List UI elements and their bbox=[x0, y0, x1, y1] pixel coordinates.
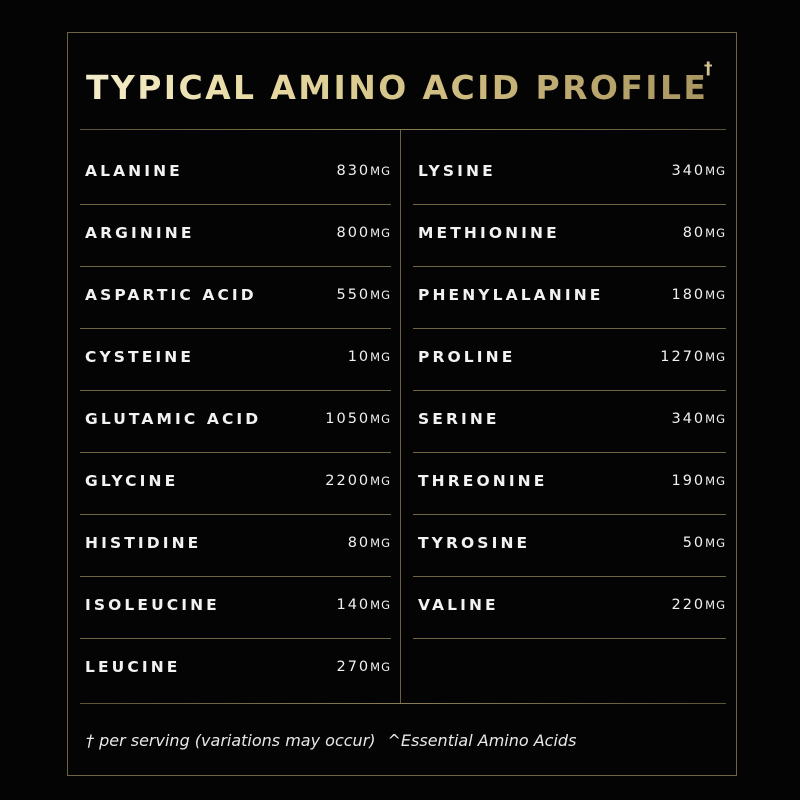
amino-row bbox=[413, 267, 726, 329]
amino-row bbox=[80, 515, 391, 577]
amino-name: METHIONINE bbox=[418, 224, 560, 242]
amino-name: LYSINE bbox=[418, 162, 496, 180]
panel-title: TYPICAL AMINO ACID PROFILE bbox=[86, 68, 709, 107]
amino-name: SERINE bbox=[418, 410, 500, 428]
title-dagger-marker: † bbox=[704, 59, 713, 79]
title-divider bbox=[80, 129, 726, 130]
amino-amount: 340MG bbox=[671, 411, 726, 427]
amino-row bbox=[80, 577, 391, 639]
amino-row bbox=[80, 639, 391, 701]
amino-amount: 1050MG bbox=[325, 411, 391, 427]
left-column bbox=[80, 143, 391, 701]
amino-name: PROLINE bbox=[418, 348, 516, 366]
amino-amount: 1270MG bbox=[660, 349, 726, 365]
amino-amount: 50MG bbox=[682, 535, 726, 551]
amino-amount: 270MG bbox=[336, 659, 391, 675]
serving-note: † per serving (variations may occur) bbox=[86, 731, 376, 750]
essential-note: ^Essential Amino Acids bbox=[387, 731, 577, 750]
footnote bbox=[86, 731, 576, 750]
amino-amount: 220MG bbox=[671, 597, 726, 613]
amino-row bbox=[80, 391, 391, 453]
amino-amount: 340MG bbox=[671, 163, 726, 179]
amino-row bbox=[413, 577, 726, 639]
amino-row bbox=[80, 329, 391, 391]
amino-name: ISOLEUCINE bbox=[85, 596, 220, 614]
amino-row bbox=[413, 391, 726, 453]
amino-amount: 140MG bbox=[336, 597, 391, 613]
amino-row bbox=[413, 329, 726, 391]
amino-amount: 80MG bbox=[347, 535, 391, 551]
amino-name: LEUCINE bbox=[85, 658, 181, 676]
amino-name: HISTIDINE bbox=[85, 534, 202, 552]
column-divider bbox=[400, 130, 401, 703]
amino-amount: 80MG bbox=[682, 225, 726, 241]
amino-name: ALANINE bbox=[85, 162, 183, 180]
amino-row bbox=[413, 143, 726, 205]
amino-row bbox=[413, 515, 726, 577]
amino-row bbox=[80, 267, 391, 329]
amino-name: VALINE bbox=[418, 596, 499, 614]
amino-name: ASPARTIC ACID bbox=[85, 286, 257, 304]
amino-name: GLUTAMIC ACID bbox=[85, 410, 262, 428]
amino-name: TYROSINE bbox=[418, 534, 531, 552]
amino-row bbox=[80, 205, 391, 267]
right-column bbox=[413, 143, 726, 639]
amino-name: GLYCINE bbox=[85, 472, 179, 490]
amino-amount: 180MG bbox=[671, 287, 726, 303]
amino-name: ARGININE bbox=[85, 224, 195, 242]
amino-amount: 190MG bbox=[671, 473, 726, 489]
amino-amount: 10MG bbox=[347, 349, 391, 365]
amino-amount: 550MG bbox=[336, 287, 391, 303]
amino-row bbox=[413, 453, 726, 515]
amino-row bbox=[80, 143, 391, 205]
amino-name: THREONINE bbox=[418, 472, 548, 490]
amino-amount: 2200MG bbox=[325, 473, 391, 489]
amino-row bbox=[80, 453, 391, 515]
amino-name: PHENYLALANINE bbox=[418, 286, 604, 304]
amino-row bbox=[413, 205, 726, 267]
footer-divider bbox=[80, 703, 726, 704]
amino-amount: 830MG bbox=[336, 163, 391, 179]
amino-amount: 800MG bbox=[336, 225, 391, 241]
amino-acid-panel bbox=[67, 32, 737, 776]
amino-name: CYSTEINE bbox=[85, 348, 195, 366]
